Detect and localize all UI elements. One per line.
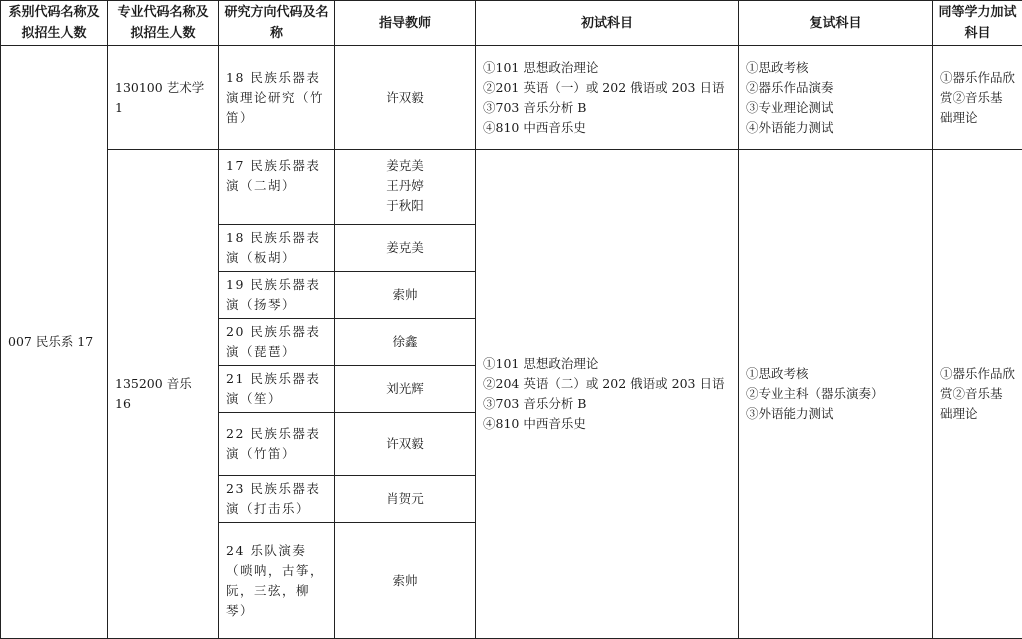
header-major: 专业代码名称及拟招生人数: [108, 1, 219, 46]
extra-item: ②音乐基础理论: [940, 90, 1003, 125]
major-cell: 135200 音乐 16: [108, 150, 219, 639]
extra-item: ①器乐作品欣赏: [940, 366, 1015, 401]
extra-item: ①器乐作品欣赏: [940, 70, 1015, 105]
teacher-cell: 索帅: [335, 523, 476, 639]
exam-item: ①101 思想政治理论: [483, 58, 731, 78]
major-cell: 130100 艺术学 1: [108, 46, 219, 150]
exam-item: ②204 英语（二）或 202 俄语或 203 日语: [483, 374, 731, 394]
direction-cell: 18 民族乐器表演理论研究（竹笛）: [219, 46, 335, 150]
retest-item: ②器乐作品演奏: [746, 78, 925, 98]
header-extra: 同等学力加试科目: [933, 1, 1022, 46]
retest-item: ②专业主科（器乐演奏）: [746, 384, 925, 404]
retest-item: ④外语能力测试: [746, 118, 925, 138]
header-retest: 复试科目: [739, 1, 933, 46]
extra-cell: [933, 46, 1022, 150]
direction-cell: 19 民族乐器表演（扬琴）: [219, 272, 335, 319]
exam-item: ③703 音乐分析 B: [483, 394, 731, 414]
direction-cell: 24 乐队演奏（唢呐，古筝，阮，三弦，柳琴）: [219, 523, 335, 639]
exam-item: ②201 英语（一）或 202 俄语或 203 日语: [483, 78, 731, 98]
teacher-name: 王丹婷: [342, 176, 468, 196]
teacher-cell: 许双毅: [335, 46, 476, 150]
teacher-cell: [335, 150, 476, 225]
exam-item: ①101 思想政治理论: [483, 354, 731, 374]
table-row: [1, 46, 1022, 150]
header-direction: 研究方向代码及名称: [219, 1, 335, 46]
teacher-cell: 许双毅: [335, 413, 476, 476]
exam-cell: [476, 150, 739, 639]
exam-item: ③703 音乐分析 B: [483, 98, 731, 118]
retest-item: ①思政考核: [746, 364, 925, 384]
header-teacher: 指导教师: [335, 1, 476, 46]
retest-cell: [739, 46, 933, 150]
header-exam: 初试科目: [476, 1, 739, 46]
direction-cell: 17 民族乐器表演（二胡）: [219, 150, 335, 225]
direction-cell: 20 民族乐器表演（琵琶）: [219, 319, 335, 366]
teacher-cell: 徐鑫: [335, 319, 476, 366]
retest-item: ③专业理论测试: [746, 98, 925, 118]
teacher-cell: 索帅: [335, 272, 476, 319]
exam-cell: [476, 46, 739, 150]
teacher-cell: 刘光辉: [335, 366, 476, 413]
header-row: [1, 1, 1022, 46]
extra-item: ②音乐基础理论: [940, 386, 1003, 421]
teacher-cell: 姜克美: [335, 225, 476, 272]
extra-cell: [933, 150, 1022, 639]
teacher-cell: 肖贺元: [335, 476, 476, 523]
exam-item: ④810 中西音乐史: [483, 414, 731, 434]
exam-item: ④810 中西音乐史: [483, 118, 731, 138]
header-dept: 系别代码名称及拟招生人数: [1, 1, 108, 46]
direction-cell: 21 民族乐器表演（笙）: [219, 366, 335, 413]
retest-item: ③外语能力测试: [746, 404, 925, 424]
dept-cell: 007 民乐系 17: [1, 46, 108, 639]
table-row: [1, 150, 1022, 225]
retest-cell: [739, 150, 933, 639]
retest-item: ①思政考核: [746, 58, 925, 78]
direction-cell: 23 民族乐器表演（打击乐）: [219, 476, 335, 523]
teacher-name: 姜克美: [342, 156, 468, 176]
teacher-name: 于秋阳: [342, 196, 468, 216]
direction-cell: 18 民族乐器表演（板胡）: [219, 225, 335, 272]
direction-cell: 22 民族乐器表演（竹笛）: [219, 413, 335, 476]
